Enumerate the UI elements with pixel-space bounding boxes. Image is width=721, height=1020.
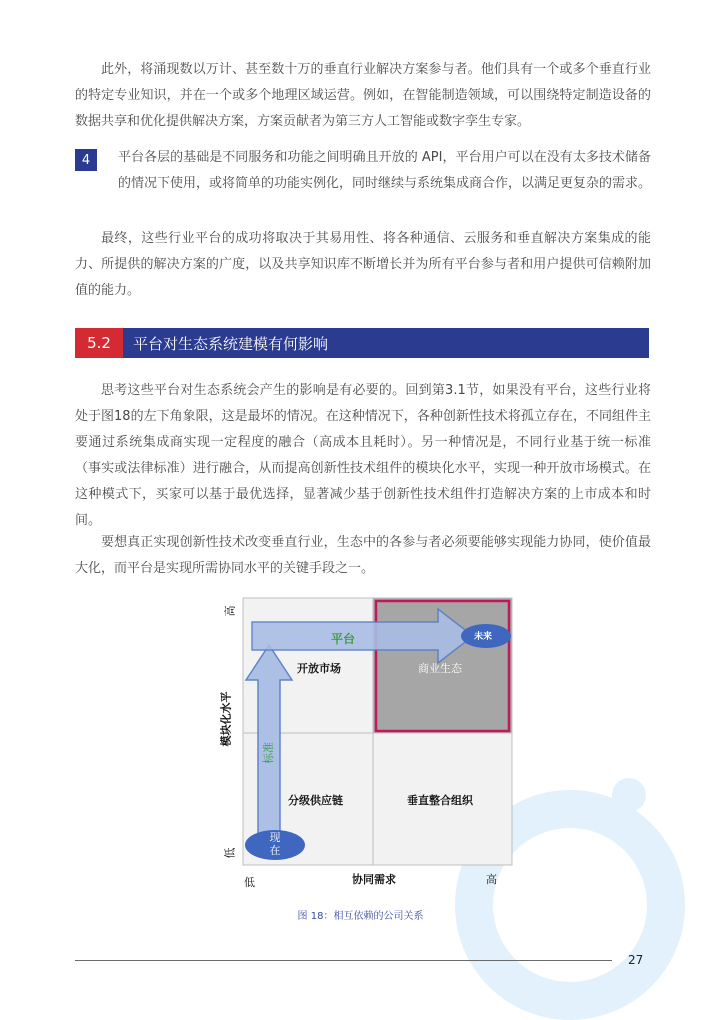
end-label: 未来 bbox=[474, 632, 493, 642]
section-number: 5.2 bbox=[75, 328, 123, 358]
figure-caption: 图 18：相互依赖的公司关系 bbox=[297, 911, 424, 922]
start-label: 现在 bbox=[269, 831, 281, 857]
quadrant-diagram bbox=[210, 595, 520, 895]
x-axis-high-label: 高 bbox=[486, 873, 497, 886]
paragraph-3: 最终，这些行业平台的成功将取决于其易用性、将各种通信、云服务和垂直解决方案集成的能力、所提供的解决方案的广度，以及共享知识库不断增长并为所有平台参与者和用户提供可信赖附加值的能力。 bbox=[75, 231, 651, 298]
paragraph-4: 思考这些平台对生态系统会产生的影响是有必要的。回到第3.1节，如果没有平台，这些行业将处于图18的左下角象限，这是最坏的情况。在这种情况下，各种创新性技术将孤立存在，不同组件主要通过系统集成商实现一定程度的融合（高成本且耗时）。另一种情况是，不同行业基于统一标准（事实或法律标准）进行融合，从而提高创新性技术组件的模块化水平，实现一种开放市场模式。在这种模式下，买家可以基于最优选择，显著减少基于创新性技术组件打造解决方案的上市成本和时间。 bbox=[75, 383, 651, 528]
y-axis-label: 模块化水平 bbox=[219, 691, 233, 747]
quadrant-top-right-label: 商业生态 bbox=[418, 662, 462, 675]
paragraph-5: 要想真正实现创新性技术改变垂直行业，生态中的各参与者必须要能够实现能力协同，使价值最大化，而平台是实现所需协同水平的关键手段之一。 bbox=[75, 535, 651, 576]
x-axis-label: 协同需求 bbox=[352, 873, 396, 886]
quadrant-bottom-left-label: 分级供应链 bbox=[288, 794, 343, 807]
point-number-badge: 4 bbox=[75, 149, 97, 171]
y-axis-low-label: 低 bbox=[223, 847, 237, 859]
paragraph-2: 平台各层的基础是不同服务和功能之间明确且开放的 API，平台用户可以在没有太多技术储备的情况下使用，或将简单的功能实例化，同时继续与系统集成商合作，以满足更复杂的需求。 bbox=[118, 150, 652, 191]
platform-arrow-label: 平台 bbox=[331, 632, 356, 646]
footer-divider bbox=[75, 960, 612, 961]
section-header bbox=[75, 328, 649, 358]
y-axis-high-label: 高 bbox=[223, 605, 237, 617]
standard-arrow-label: 标准 bbox=[262, 742, 275, 764]
quadrant-top-left-label: 开放市场 bbox=[297, 662, 341, 675]
page-number: 27 bbox=[628, 953, 644, 967]
background-dot-decoration bbox=[612, 778, 646, 812]
section-title: 平台对生态系统建模有何影响 bbox=[133, 334, 329, 353]
quadrant-bottom-right-label: 垂直整合组织 bbox=[407, 794, 473, 807]
x-axis-low-label: 低 bbox=[244, 876, 255, 889]
paragraph-1: 此外，将涌现数以万计、甚至数十万的垂直行业解决方案参与者。他们具有一个或多个垂直行业的特定专业知识，并在一个或多个地理区域运营。例如，在智能制造领域，可以围绕特定制造设备的数据共享和优化提供解决方案，方案贡献者为第三方人工智能或数字孪生专家。 bbox=[75, 62, 651, 129]
